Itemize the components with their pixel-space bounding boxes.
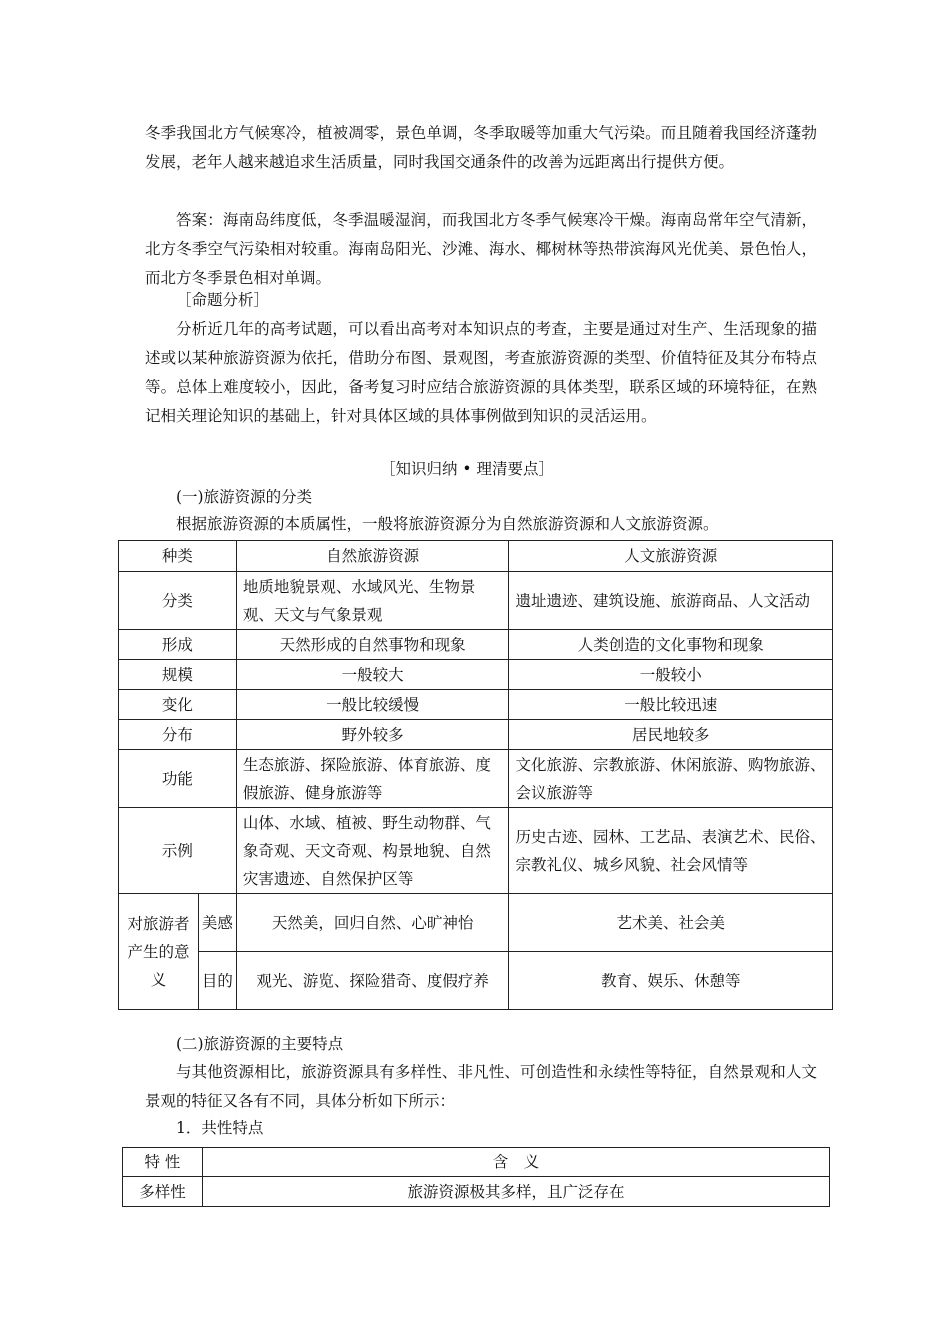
common-features-table (122, 1147, 830, 1207)
row-label: 示例 (119, 808, 237, 894)
classification-table (118, 540, 833, 1010)
answer-paragraph: 答案：海南岛纬度低，冬季温暖湿润，而我国北方冬季气候寒冷干燥。海南岛常年空气清新，北方冬季空气污染相对较重。海南岛阳光、沙滩、海水、椰树林等热带滨海风光优美、景色怡人，而北方冬季景色相对单调。 (145, 211, 817, 287)
natural-cell: 一般比较缓慢 (236, 690, 509, 720)
header-cell: 种类 (119, 541, 237, 572)
header-cell: 特 性 (123, 1148, 203, 1177)
significance-label: 对旅游者产生的意义 (119, 894, 199, 1010)
row-label: 规模 (119, 660, 237, 690)
table-row (119, 630, 833, 660)
natural-cell: 山体、水域、植被、野生动物群、气象奇观、天文奇观、构景地貌、自然灾害遗迹、自然保护区等 (236, 808, 509, 894)
classification-intro: 根据旅游资源的本质属性，一般将旅游资源分为自然旅游资源和人文旅游资源。 (176, 515, 719, 533)
analysis-paragraph: 分析近几年的高考试题，可以看出高考对本知识点的考查，主要是通过对生产、生活现象的描述或以某种旅游资源为依托，借助分布图、景观图，考查旅游资源的类型、价值特征及其分布特点等。总体上难度较小，因此，备考复习时应结合旅游资源的具体类型，联系区域的环境特征，在熟记相关理论知识的基础上，针对具体区域的具体事例做到知识的灵活运用。 (145, 320, 817, 425)
table-row (119, 894, 833, 952)
heading-common-features: 1．共性特点 (176, 1119, 264, 1137)
human-cell: 人类创造的文化事物和现象 (509, 630, 833, 660)
human-cell: 居民地较多 (509, 720, 833, 750)
analysis-heading: ［命题分析］ (176, 291, 270, 309)
natural-cell: 天然形成的自然事物和现象 (236, 630, 509, 660)
natural-cell: 生态旅游、探险旅游、体育旅游、度假旅游、健身旅游等 (236, 750, 509, 808)
table-row (119, 808, 833, 894)
row-label: 变化 (119, 690, 237, 720)
table-row (119, 690, 833, 720)
human-cell: 一般比较迅速 (509, 690, 833, 720)
human-cell: 一般较小 (509, 660, 833, 690)
section-title: ［知识归纳 • 理清要点］ (380, 460, 554, 478)
features-intro: 与其他资源相比，旅游资源具有多样性、非凡性、可创造性和永续性等特征，自然景观和人文景观的特征又各有不同，具体分析如下所示： (145, 1063, 817, 1110)
human-cell: 文化旅游、宗教旅游、休闲旅游、购物旅游、会议旅游等 (509, 750, 833, 808)
table-row (123, 1177, 830, 1207)
heading-classification: (一)旅游资源的分类 (176, 488, 313, 506)
header-cell: 人文旅游资源 (509, 541, 833, 572)
header-cell: 自然旅游资源 (236, 541, 509, 572)
natural-cell: 天然美，回归自然、心旷神怡 (236, 894, 509, 952)
intro-paragraph: 冬季我国北方气候寒冷，植被凋零，景色单调，冬季取暖等加重大气污染。而且随着我国经济蓬勃发展，老年人越来越追求生活质量，同时我国交通条件的改善为远距离出行提供方便。 (145, 124, 817, 171)
sub-row-label: 目的 (198, 952, 236, 1010)
table-header-row (123, 1148, 830, 1177)
header-cell: 含 义 (202, 1148, 829, 1177)
human-cell: 历史古迹、园林、工艺品、表演艺术、民俗、宗教礼仪、城乡风貌、社会风情等 (509, 808, 833, 894)
natural-cell: 地质地貌景观、水域风光、生物景观、天文与气象景观 (236, 572, 509, 630)
natural-cell: 观光、游览、探险猎奇、度假疗养 (236, 952, 509, 1010)
human-cell: 遗址遗迹、建筑设施、旅游商品、人文活动 (509, 572, 833, 630)
table-row (119, 750, 833, 808)
heading-features: (二)旅游资源的主要特点 (176, 1035, 344, 1053)
table-row (119, 952, 833, 1010)
human-cell: 教育、娱乐、休憩等 (509, 952, 833, 1010)
table-row (119, 720, 833, 750)
row-label: 形成 (119, 630, 237, 660)
natural-cell: 一般较大 (236, 660, 509, 690)
human-cell: 艺术美、社会美 (509, 894, 833, 952)
table-row (119, 572, 833, 630)
row-label: 功能 (119, 750, 237, 808)
table-header-row (119, 541, 833, 572)
sub-row-label: 美感 (198, 894, 236, 952)
natural-cell: 野外较多 (236, 720, 509, 750)
row-label: 多样性 (123, 1177, 203, 1207)
row-label: 分类 (119, 572, 237, 630)
row-label: 分布 (119, 720, 237, 750)
meaning-cell: 旅游资源极其多样，且广泛存在 (202, 1177, 829, 1207)
table-row (119, 660, 833, 690)
